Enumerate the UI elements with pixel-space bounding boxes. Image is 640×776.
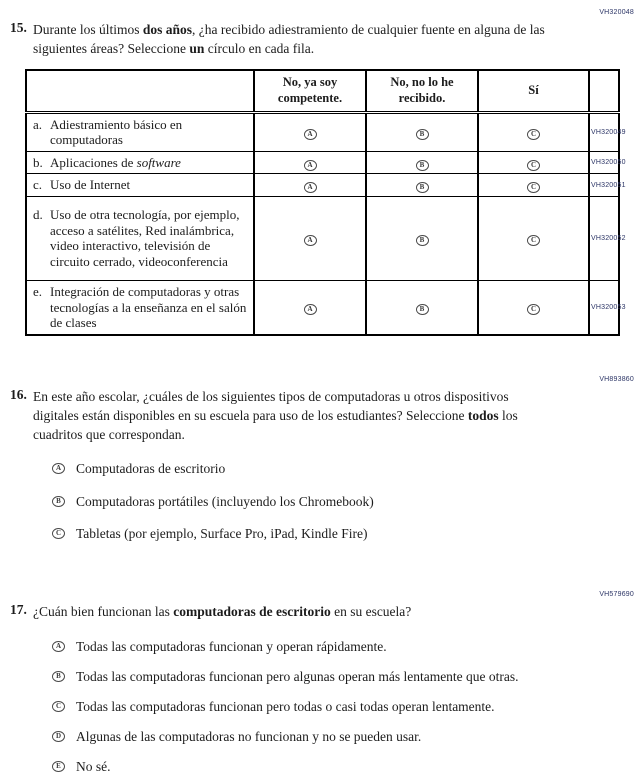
row-letter: e. bbox=[33, 283, 43, 299]
item-code-row-d: VH320052 bbox=[591, 234, 626, 242]
option-row[interactable] bbox=[52, 525, 640, 543]
row-label-text: Adiestramiento básico en computadoras bbox=[50, 116, 183, 148]
q15-seg-bold: dos años bbox=[142, 22, 193, 37]
answer-circle-a[interactable]: A bbox=[304, 304, 317, 315]
question-16-number: 16. bbox=[10, 386, 27, 402]
option-row[interactable] bbox=[52, 728, 640, 746]
answer-circle-c[interactable]: C bbox=[527, 182, 540, 193]
checkbox-circle-c[interactable]: C bbox=[52, 528, 65, 539]
option-label: Algunas de las computadoras no funcionan y no se pueden usar. bbox=[76, 729, 422, 745]
option-label: Computadoras portátiles (incluyendo los Chromebook) bbox=[76, 493, 374, 509]
answer-circle-a[interactable]: A bbox=[304, 160, 317, 171]
radio-circle-c[interactable]: C bbox=[52, 701, 65, 712]
answer-circle-a[interactable]: A bbox=[304, 129, 317, 140]
header-no-ya-soy-competente: No, ya soy competente. bbox=[254, 70, 366, 112]
item-code-row-c: VH320051 bbox=[591, 181, 626, 189]
answer-circle-b[interactable]: B bbox=[416, 182, 429, 193]
q15-answer-table bbox=[25, 69, 626, 335]
q15-seg-bold: un bbox=[189, 41, 205, 57]
radio-circle-d[interactable]: D bbox=[52, 731, 65, 742]
answer-circle-a[interactable]: A bbox=[304, 182, 317, 193]
item-code-q17: VH579690 bbox=[599, 590, 634, 598]
row-e-label bbox=[26, 280, 254, 334]
table-row-b bbox=[26, 151, 619, 174]
item-code-row-a: VH320049 bbox=[591, 128, 626, 136]
question-17-number: 17. bbox=[10, 601, 27, 617]
option-label: Computadoras de escritorio bbox=[76, 461, 226, 477]
answer-circle-c[interactable]: C bbox=[527, 129, 540, 140]
row-d-label bbox=[26, 196, 254, 280]
row-label-italic: software bbox=[136, 154, 181, 170]
row-letter: b. bbox=[33, 154, 43, 170]
question-15-text bbox=[33, 20, 563, 58]
row-b-label bbox=[26, 151, 254, 174]
row-letter: d. bbox=[33, 207, 43, 223]
answer-circle-a[interactable]: A bbox=[304, 235, 317, 246]
table-row-e bbox=[26, 280, 619, 334]
table-row-d bbox=[26, 196, 619, 280]
question-15 bbox=[0, 20, 640, 58]
q15-seg: círculo en cada fila. bbox=[204, 41, 315, 57]
item-code-q16: VH893860 bbox=[599, 375, 634, 383]
row-letter: a. bbox=[33, 116, 43, 132]
row-letter: c. bbox=[33, 177, 43, 193]
answer-circle-b[interactable]: B bbox=[416, 304, 429, 315]
row-label-text: Uso de Internet bbox=[50, 177, 131, 193]
checkbox-circle-a[interactable]: A bbox=[52, 463, 65, 474]
option-label: Todas las computadoras funcionan pero algunas operan más lentamente que otras. bbox=[76, 669, 519, 685]
question-16-text bbox=[33, 387, 528, 444]
row-label-text: Integración de computadoras y otras tecnologías a la enseñanza en el salón de clases bbox=[50, 283, 247, 331]
row-label-text: Uso de otra tecnología, por ejemplo, acceso a satélites, Red inalámbrica, video interactivo, televisión de circuito cerrado, videoconferencia bbox=[50, 207, 240, 270]
q16-seg: los cuadritos que correspondan. bbox=[33, 407, 518, 443]
option-row[interactable] bbox=[52, 638, 640, 656]
question-17-section bbox=[0, 590, 640, 776]
option-row[interactable] bbox=[52, 460, 640, 478]
checkbox-circle-b[interactable]: B bbox=[52, 496, 65, 507]
header-si: Sí bbox=[478, 70, 589, 112]
option-label: Tabletas (por ejemplo, Surface Pro, iPad, Kindle Fire) bbox=[76, 526, 368, 542]
option-row[interactable] bbox=[52, 668, 640, 686]
item-code-row-b: VH320050 bbox=[591, 159, 626, 167]
question-16-options bbox=[52, 460, 640, 543]
row-label-text: Aplicaciones de bbox=[50, 154, 137, 170]
radio-circle-a[interactable]: A bbox=[52, 641, 65, 652]
answer-circle-b[interactable]: B bbox=[416, 160, 429, 171]
answer-circle-b[interactable]: B bbox=[416, 129, 429, 140]
option-label: Todas las computadoras funcionan pero todas o casi todas operan lentamente. bbox=[76, 699, 495, 715]
question-17-options bbox=[52, 638, 640, 776]
option-row[interactable] bbox=[52, 493, 640, 511]
header-blank bbox=[26, 70, 254, 112]
option-row[interactable] bbox=[52, 758, 640, 776]
q16-seg-bold: todos bbox=[467, 407, 499, 423]
q17-seg: en su escuela? bbox=[330, 603, 412, 619]
item-code-row-e: VH320053 bbox=[591, 303, 626, 311]
option-label: Todas las computadoras funcionan y operan rápidamente. bbox=[76, 638, 387, 654]
q15-seg: Durante los últimos bbox=[33, 22, 143, 37]
header-no-no-lo-he-recibido: No, no lo he recibido. bbox=[366, 70, 478, 112]
header-code-blank bbox=[589, 70, 619, 112]
question-17 bbox=[0, 602, 640, 621]
answer-circle-b[interactable]: B bbox=[416, 235, 429, 246]
option-label: No sé. bbox=[76, 759, 111, 775]
question-16-section bbox=[0, 375, 640, 543]
radio-circle-e[interactable]: E bbox=[52, 761, 65, 772]
answer-circle-c[interactable]: C bbox=[527, 235, 540, 246]
row-a-label bbox=[26, 112, 254, 151]
answer-circle-c[interactable]: C bbox=[527, 304, 540, 315]
item-code-q15: VH320048 bbox=[599, 9, 634, 16]
q17-seg: ¿Cuán bien funcionan las bbox=[33, 603, 174, 619]
question-17-text bbox=[33, 602, 613, 621]
q17-seg-bold: computadoras de escritorio bbox=[173, 603, 331, 619]
radio-circle-b[interactable]: B bbox=[52, 671, 65, 682]
table-row-a bbox=[26, 112, 619, 151]
q16-seg: En este año escolar, ¿cuáles de los siguientes tipos de computadoras u otros dispositivos digitales están disponibles en su escuela para uso de los estudiantes? Seleccione bbox=[33, 388, 509, 423]
question-16 bbox=[0, 387, 640, 444]
table-header-row bbox=[26, 70, 619, 112]
question-15-number: 15. bbox=[10, 20, 27, 35]
q15-seg: , ¿ha recibido adiestramiento de cualquier fuente en alguna de las siguientes áreas? Seleccione bbox=[33, 22, 545, 57]
table-row-c bbox=[26, 174, 619, 197]
row-c-label bbox=[26, 174, 254, 197]
answer-circle-c[interactable]: C bbox=[527, 160, 540, 171]
